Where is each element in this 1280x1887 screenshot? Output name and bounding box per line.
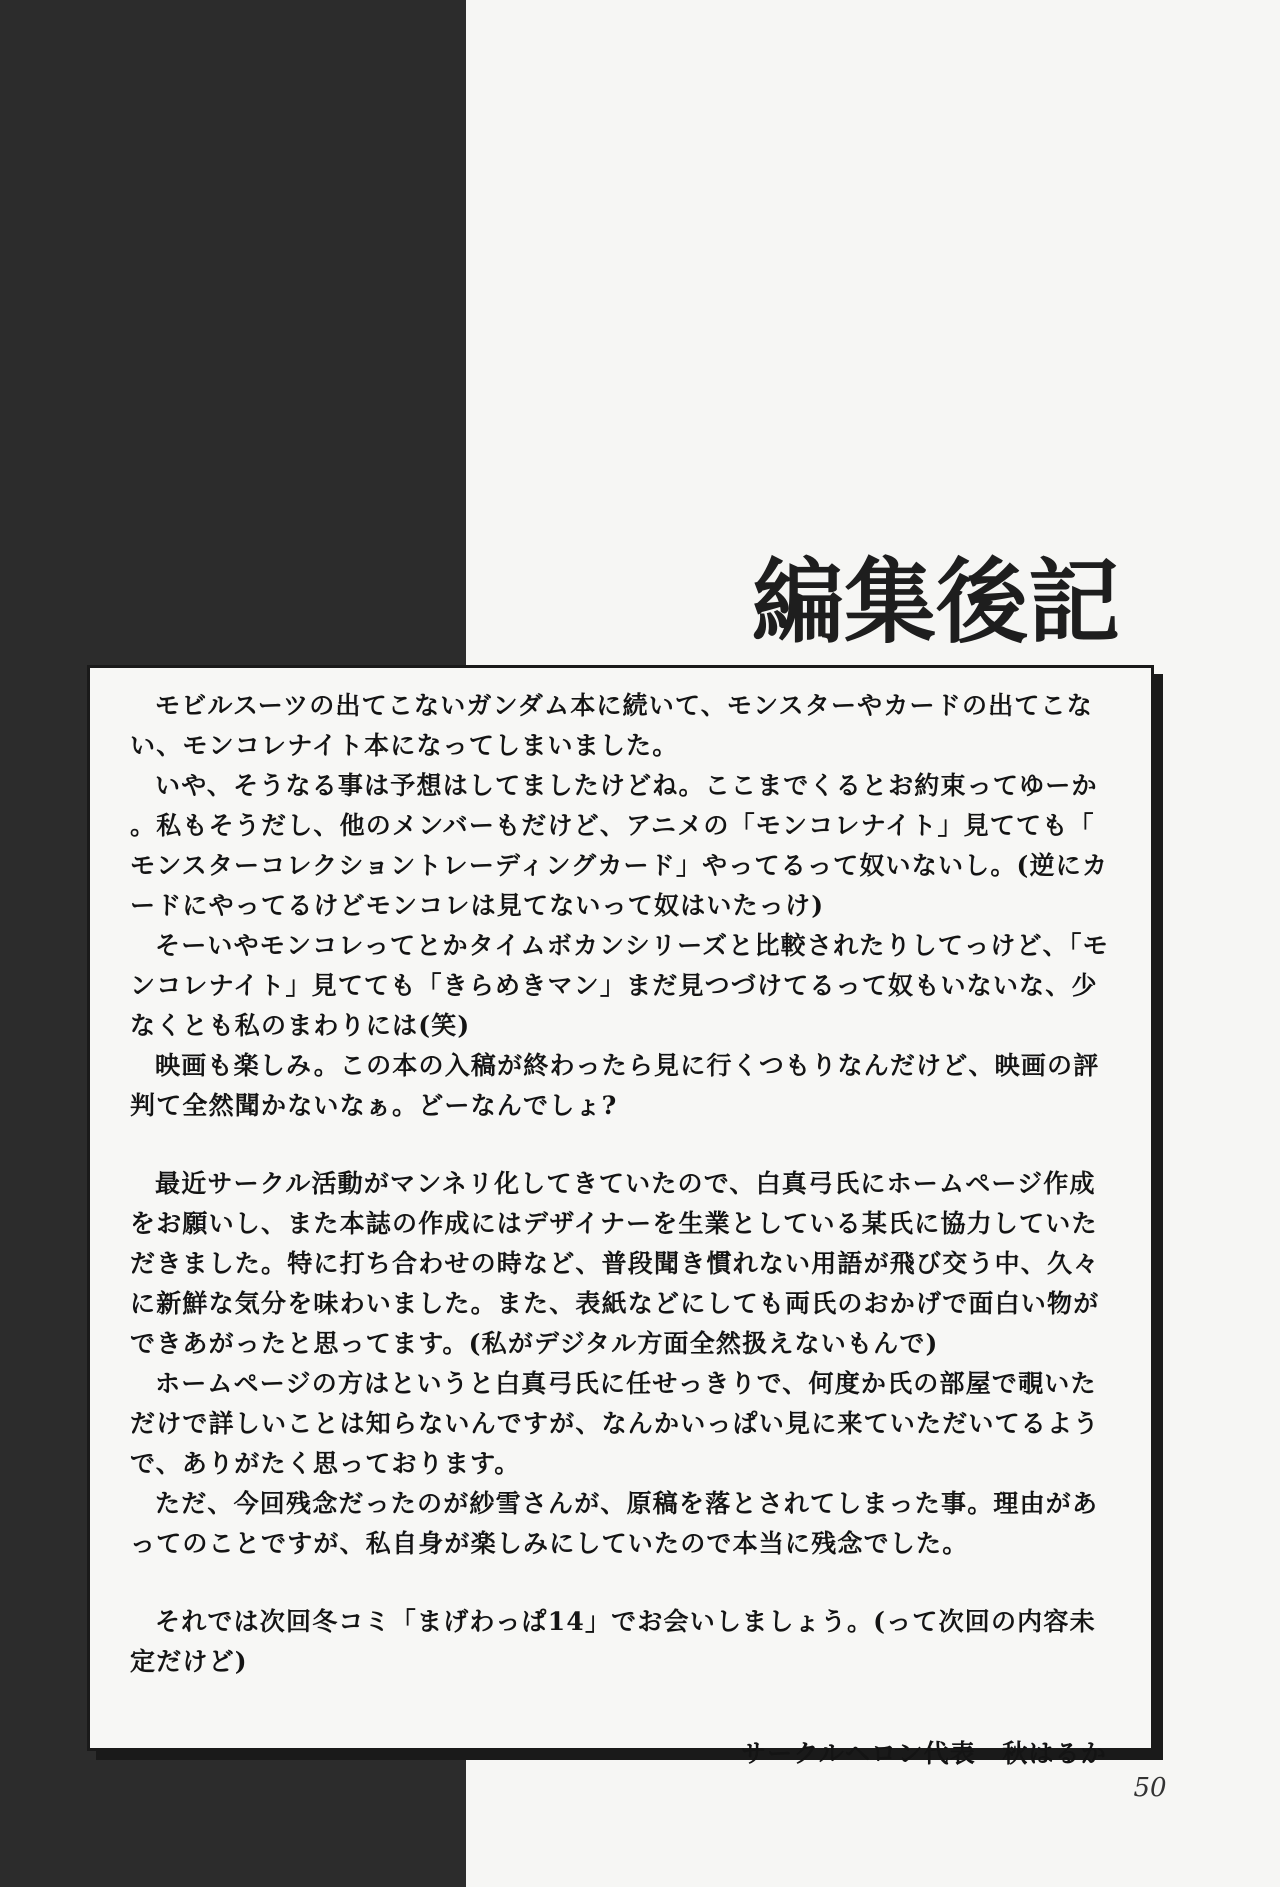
section-gap: [130, 1126, 1115, 1164]
signature: サークルヘロン代表 秋はるか: [740, 1739, 1107, 1768]
postscript-panel: [87, 665, 1154, 1768]
paragraph: いや、そうなる事は予想はしてましたけどね。ここまでくるとお約束ってゆーか。私もそうだし、他のメンバーもだけど、アニメの「モンコレナイト」見てても「モンスターコレクショントレーディングカード」やってるって奴いないし。(逆にカードにやってるけどモンコレは見てないって奴はいたっけ): [130, 771, 1109, 920]
paragraph: 映画も楽しみ。この本の入稿が終わったら見に行くつもりなんだけど、映画の評判て全然聞かないなぁ。どーなんでしょ?: [130, 1051, 1100, 1120]
paragraph: 最近サークル活動がマンネリ化してきていたので、白真弓氏にホームページ作成をお願いし、また本誌の作成にはデザイナーを生業としている某氏に協力していただきました。特に打ち合わせの時など、普段聞き慣れない用語が飛び交う中、久々に新鮮な気分を味わいました。また、表紙などにしても両氏のおかげで面白い物ができあがったと思ってます。(私がデジタル方面全然扱えないもんで): [130, 1169, 1100, 1358]
paragraph: ただ、今回残念だったのが紗雪さんが、原稿を落とされてしまった事。理由があってのことですが、私自身が楽しみにしていたので本当に残念でした。: [130, 1489, 1099, 1558]
paragraph: そーいやモンコレってとかタイムボカンシリーズと比較されたりしてっけど、「モンコレナイト」見てても「きらめきマン」まだ見つづけてるって奴もいないな、少なくとも私のまわりには(笑): [130, 931, 1109, 1040]
page-number: 50: [1133, 1773, 1167, 1803]
paragraph: それでは次回冬コミ「まげわっぱ14」でお会いしましょう。(って次回の内容未定だけど): [130, 1607, 1096, 1676]
page-heading: 編集後記: [752, 549, 1121, 656]
paragraph: ホームページの方はというと白真弓氏に任せっきりで、何度か氏の部屋で覗いただけで詳しいことは知らないんですが、なんかいっぱい見に来ていただいてるようで、ありがたく思っております。: [130, 1369, 1100, 1478]
paragraph: モビルスーツの出てこないガンダム本に続いて、モンスターやカードの出てこない、モンコレナイト本になってしまいました。: [130, 691, 1093, 760]
section-gap: [130, 1564, 1115, 1602]
